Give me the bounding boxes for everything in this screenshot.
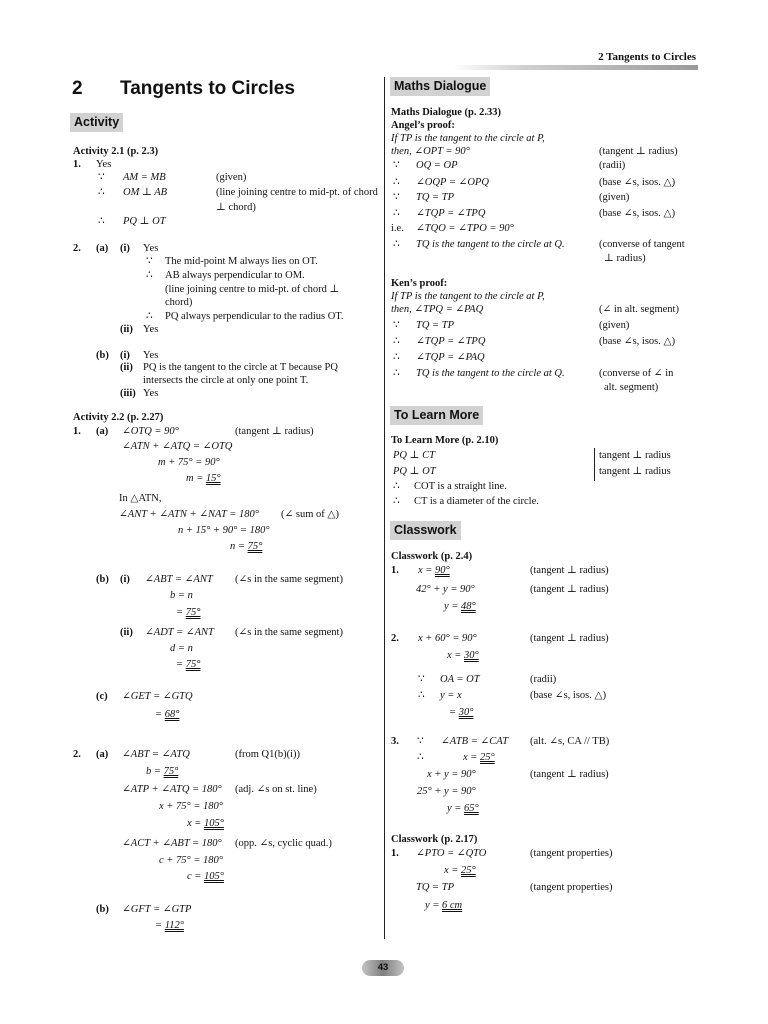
question-number: 3.	[391, 736, 399, 747]
reason-bracket-line	[594, 448, 595, 481]
working-reason: (radii)	[530, 674, 557, 685]
working-line: ∠ANT + ∠ATN + ∠NAT = 180°	[119, 509, 259, 520]
answer-lhs: =	[176, 607, 186, 618]
because-symbol: ∵	[98, 172, 105, 183]
answer-line	[230, 541, 262, 553]
part-label: (b)	[96, 904, 109, 915]
answer-text: Yes	[143, 324, 159, 335]
working-reason: (∠s in the same segment)	[235, 574, 343, 585]
working-reason: (∠s in the same segment)	[235, 627, 343, 638]
working-reason: (tangent ⊥ radius)	[530, 565, 609, 576]
proof-statement: PQ ⊥ OT	[123, 216, 166, 227]
working-line: 25° + y = 90°	[417, 786, 476, 797]
question-number: 1.	[73, 159, 81, 170]
chapter-number: 2	[72, 78, 83, 99]
answer-lhs: =	[155, 920, 165, 931]
chapter-title-text: Tangents to Circles	[120, 78, 295, 99]
proof-reason: (tangent ⊥ radius)	[599, 146, 678, 157]
working-line: x + 60° = 90°	[418, 633, 477, 644]
working-reason: (tangent ⊥ radius)	[530, 633, 609, 644]
answer-lhs: x =	[463, 752, 480, 763]
working-line: ∠ADT = ∠ANT	[145, 627, 214, 638]
therefore-symbol: ∴	[417, 752, 424, 763]
working-line: ∠ABT = ∠ANT	[145, 574, 213, 585]
because-symbol: ∵	[417, 736, 424, 747]
answer-lhs: x =	[447, 650, 464, 661]
proof-line: then, ∠OPT = 90°	[391, 146, 470, 157]
answer-lhs: =	[449, 707, 459, 718]
proof-line: TQ is the tangent to the circle at Q.	[416, 368, 565, 379]
working-line: ∠OTQ = 90°	[122, 426, 179, 437]
working-line: 42° + y = 90°	[416, 584, 475, 595]
answer-line	[444, 865, 476, 877]
subpart-label: (iii)	[120, 388, 136, 399]
working-line: ∠ATB = ∠CAT	[441, 736, 509, 747]
subpart-label: (ii)	[120, 324, 133, 335]
activity-2-1-title: Activity 2.1 (p. 2.3)	[73, 146, 159, 157]
question-number: 2.	[73, 749, 81, 760]
answer-line	[418, 565, 450, 577]
running-header: 2 Tangents to Circles	[598, 51, 696, 63]
subpart-label: (i)	[120, 350, 130, 361]
proof-reason-continued: ⊥ radius)	[604, 253, 646, 264]
therefore-symbol: ∴	[146, 311, 153, 322]
answer-lhs: c =	[187, 871, 204, 882]
activity-2-2-title: Activity 2.2 (p. 2.27)	[73, 412, 164, 423]
subpart-label: (ii)	[120, 627, 133, 638]
therefore-symbol: ∴	[98, 216, 105, 227]
proof-reason: (given)	[599, 320, 630, 331]
final-answer: 30°	[458, 707, 474, 718]
column-divider	[384, 77, 385, 939]
working-line: ∠ATN + ∠ATQ = ∠OTQ	[122, 441, 233, 452]
therefore-symbol: ∴	[393, 208, 400, 219]
therefore-symbol: ∴	[393, 336, 400, 347]
header-rule	[452, 65, 698, 70]
proof-reason-continued: chord)	[165, 297, 193, 308]
answer-line	[425, 900, 462, 912]
section-heading-to-learn-more: To Learn More	[390, 406, 483, 425]
proof-reason: (converse of tangent	[599, 239, 685, 250]
proof-reason: (given)	[599, 192, 630, 203]
proof-reason: tangent ⊥ radius	[599, 450, 671, 461]
working-line: x + y = 90°	[427, 769, 476, 780]
answer-lhs: x =	[418, 565, 435, 576]
answer-text: Yes	[96, 159, 112, 170]
working-line: ∠ACT + ∠ABT = 180°	[122, 838, 222, 849]
working-line: ∠GET = ∠GTQ	[122, 691, 193, 702]
ie-label: i.e.	[391, 223, 404, 234]
part-label: (a)	[96, 749, 109, 760]
proof-line: ∠TQP = ∠TPQ	[416, 336, 486, 347]
subpart-label: (ii)	[120, 362, 133, 373]
proof-statement: The mid-point M always lies on OT.	[165, 256, 318, 267]
working-line: c + 75° = 180°	[159, 855, 223, 866]
final-answer: 75°	[185, 607, 201, 618]
because-symbol: ∵	[418, 674, 425, 685]
question-number: 1.	[73, 426, 81, 437]
final-answer: 15°	[205, 473, 221, 484]
working-reason: (opp. ∠s, cyclic quad.)	[235, 838, 332, 849]
final-answer: 75°	[247, 541, 263, 552]
working-line: TQ = TP	[416, 882, 455, 893]
answer-lhs: =	[176, 659, 186, 670]
answer-text: Yes	[143, 350, 159, 361]
proof-line: TQ = TP	[416, 192, 455, 203]
because-symbol: ∵	[146, 256, 153, 267]
therefore-symbol: ∴	[418, 690, 425, 701]
answer-line	[447, 650, 479, 662]
angel-proof-title: Angel’s proof:	[391, 120, 455, 131]
proof-reason: (converse of ∠ in	[599, 368, 674, 379]
subpart-label: (i)	[120, 243, 130, 254]
answer-line	[447, 803, 479, 815]
proof-statement: AM = MB	[123, 172, 166, 183]
proof-line: TQ is the tangent to the circle at Q.	[416, 239, 565, 250]
working-reason: (base ∠s, isos. △)	[530, 690, 607, 701]
proof-line: COT is a straight line.	[414, 481, 507, 492]
answer-lhs: y =	[447, 803, 464, 814]
final-answer: 105°	[204, 818, 224, 829]
answer-line	[155, 709, 179, 721]
final-answer: 68°	[164, 709, 180, 720]
because-symbol: ∵	[393, 160, 400, 171]
therefore-symbol: ∴	[393, 368, 400, 379]
chapter-title	[72, 78, 295, 100]
answer-lhs: b =	[146, 766, 164, 777]
ken-proof-title: Ken’s proof:	[391, 278, 448, 289]
answer-line	[176, 607, 200, 619]
proof-reason: (base ∠s, isos. △)	[599, 177, 676, 188]
answer-lhs: y =	[425, 900, 442, 911]
final-answer: 65°	[464, 803, 479, 814]
final-answer: 75°	[163, 766, 179, 777]
working-reason: (tangent ⊥ radius)	[530, 769, 609, 780]
proof-line: ∠TQO = ∠TPO = 90°	[416, 223, 514, 234]
working-reason: (adj. ∠s on st. line)	[235, 784, 317, 795]
proof-line: If TP is the tangent to the circle at P,	[391, 133, 545, 144]
proof-reason: (base ∠s, isos. △)	[599, 208, 676, 219]
proof-line: If TP is the tangent to the circle at P,	[391, 291, 545, 302]
working-reason: (∠ sum of △)	[281, 509, 339, 520]
working-line: b = n	[170, 590, 193, 601]
maths-dialogue-title: Maths Dialogue (p. 2.33)	[391, 107, 501, 118]
working-reason: (from Q1(b)(i))	[235, 749, 301, 760]
page-number: 43	[362, 960, 404, 976]
therefore-symbol: ∴	[393, 496, 400, 507]
proof-reason: (radii)	[599, 160, 626, 171]
answer-line	[146, 766, 178, 778]
therefore-symbol: ∴	[393, 239, 400, 250]
working-line: OA = OT	[440, 674, 480, 685]
final-answer: 25°	[461, 865, 476, 876]
working-line: y = x	[440, 690, 462, 701]
proof-statement: PQ always perpendicular to the radius OT.	[165, 311, 344, 322]
working-reason: (tangent ⊥ radius)	[235, 426, 314, 437]
question-number: 1.	[391, 848, 399, 859]
answer-line	[449, 707, 473, 719]
proof-line: OQ = OP	[416, 160, 458, 171]
proof-line: PQ ⊥ CT	[393, 450, 435, 461]
proof-statement: AB always perpendicular to OM.	[165, 270, 305, 281]
proof-reason: (line joining centre to mid-pt. of chord ⊥	[165, 284, 340, 295]
answer-lhs: y =	[444, 601, 461, 612]
working-line: m + 75° = 90°	[158, 457, 220, 468]
section-heading-maths-dialogue: Maths Dialogue	[390, 77, 490, 96]
proof-line: then, ∠TPQ = ∠PAQ	[391, 304, 484, 315]
answer-lhs: =	[155, 709, 165, 720]
question-number: 2.	[73, 243, 81, 254]
proof-reason: (base ∠s, isos. △)	[599, 336, 676, 347]
because-symbol: ∵	[393, 320, 400, 331]
answer-lhs: x =	[187, 818, 204, 829]
classwork-2-17-title: Classwork (p. 2.17)	[391, 834, 478, 845]
working-reason: (tangent properties)	[530, 882, 613, 893]
final-answer: 6 cm	[442, 900, 463, 911]
therefore-symbol: ∴	[98, 187, 105, 198]
proof-line: ∠OQP = ∠OPQ	[416, 177, 489, 188]
proof-reason-continued: ⊥ chord)	[216, 202, 256, 213]
part-label: (c)	[96, 691, 108, 702]
proof-reason-continued: alt. segment)	[604, 382, 659, 393]
answer-text: Yes	[143, 388, 159, 399]
answer-line	[187, 871, 224, 883]
proof-line: PQ ⊥ OT	[393, 466, 436, 477]
part-label: (a)	[96, 426, 109, 437]
proof-line: ∠TQP = ∠TPQ	[416, 208, 486, 219]
answer-text: PQ is the tangent to the circle at T because PQ	[143, 362, 338, 373]
part-label: (b)	[96, 350, 109, 361]
answer-line	[186, 473, 221, 485]
proof-line: CT is a diameter of the circle.	[414, 496, 539, 507]
to-learn-more-title: To Learn More (p. 2.10)	[391, 435, 499, 446]
working-line: ∠ABT = ∠ATQ	[122, 749, 190, 760]
answer-line	[463, 752, 495, 764]
answer-lhs: x =	[444, 865, 461, 876]
proof-line: ∠TQP = ∠PAQ	[416, 352, 485, 363]
proof-reason: (given)	[216, 172, 247, 183]
question-number: 2.	[391, 633, 399, 644]
part-label: (a)	[96, 243, 109, 254]
proof-reason: (line joining centre to mid-pt. of chord	[216, 187, 378, 198]
proof-line: TQ = TP	[416, 320, 455, 331]
answer-lhs: m =	[186, 473, 206, 484]
working-line: x + 75° = 180°	[159, 801, 223, 812]
working-line: ∠GFT = ∠GTP	[122, 904, 192, 915]
therefore-symbol: ∴	[146, 270, 153, 281]
final-answer: 25°	[480, 752, 495, 763]
part-label: (b)	[96, 574, 109, 585]
working-line: ∠ATP + ∠ATQ = 180°	[122, 784, 222, 795]
working-reason: (tangent ⊥ radius)	[530, 584, 609, 595]
final-answer: 48°	[461, 601, 476, 612]
final-answer: 105°	[204, 871, 224, 882]
question-number: 1.	[391, 565, 399, 576]
answer-lhs: n =	[230, 541, 248, 552]
therefore-symbol: ∴	[393, 481, 400, 492]
proof-statement: OM ⊥ AB	[123, 187, 168, 198]
answer-line	[444, 601, 476, 613]
final-answer: 75°	[185, 659, 201, 670]
proof-reason: tangent ⊥ radius	[599, 466, 671, 477]
working-line: d = n	[170, 643, 193, 654]
working-line: n + 15° + 90° = 180°	[178, 525, 270, 536]
final-answer: 30°	[464, 650, 479, 661]
because-symbol: ∵	[393, 192, 400, 203]
therefore-symbol: ∴	[393, 352, 400, 363]
subpart-label: (i)	[120, 574, 130, 585]
classwork-2-4-title: Classwork (p. 2.4)	[391, 551, 473, 562]
answer-line	[155, 920, 184, 932]
working-reason: (tangent properties)	[530, 848, 613, 859]
section-heading-activity: Activity	[70, 113, 123, 132]
answer-text: Yes	[143, 243, 159, 254]
working-reason: (alt. ∠s, CA // TB)	[530, 736, 610, 747]
answer-text-continued: intersects the circle at only one point T.	[143, 375, 309, 386]
working-line: ∠PTO = ∠QTO	[416, 848, 487, 859]
working-line: In △ATN,	[119, 493, 162, 504]
final-answer: 90°	[435, 565, 450, 576]
proof-reason: (∠ in alt. segment)	[599, 304, 679, 315]
answer-line	[176, 659, 200, 671]
section-heading-classwork: Classwork	[390, 521, 461, 540]
final-answer: 112°	[164, 920, 184, 931]
answer-line	[187, 818, 224, 830]
therefore-symbol: ∴	[393, 177, 400, 188]
